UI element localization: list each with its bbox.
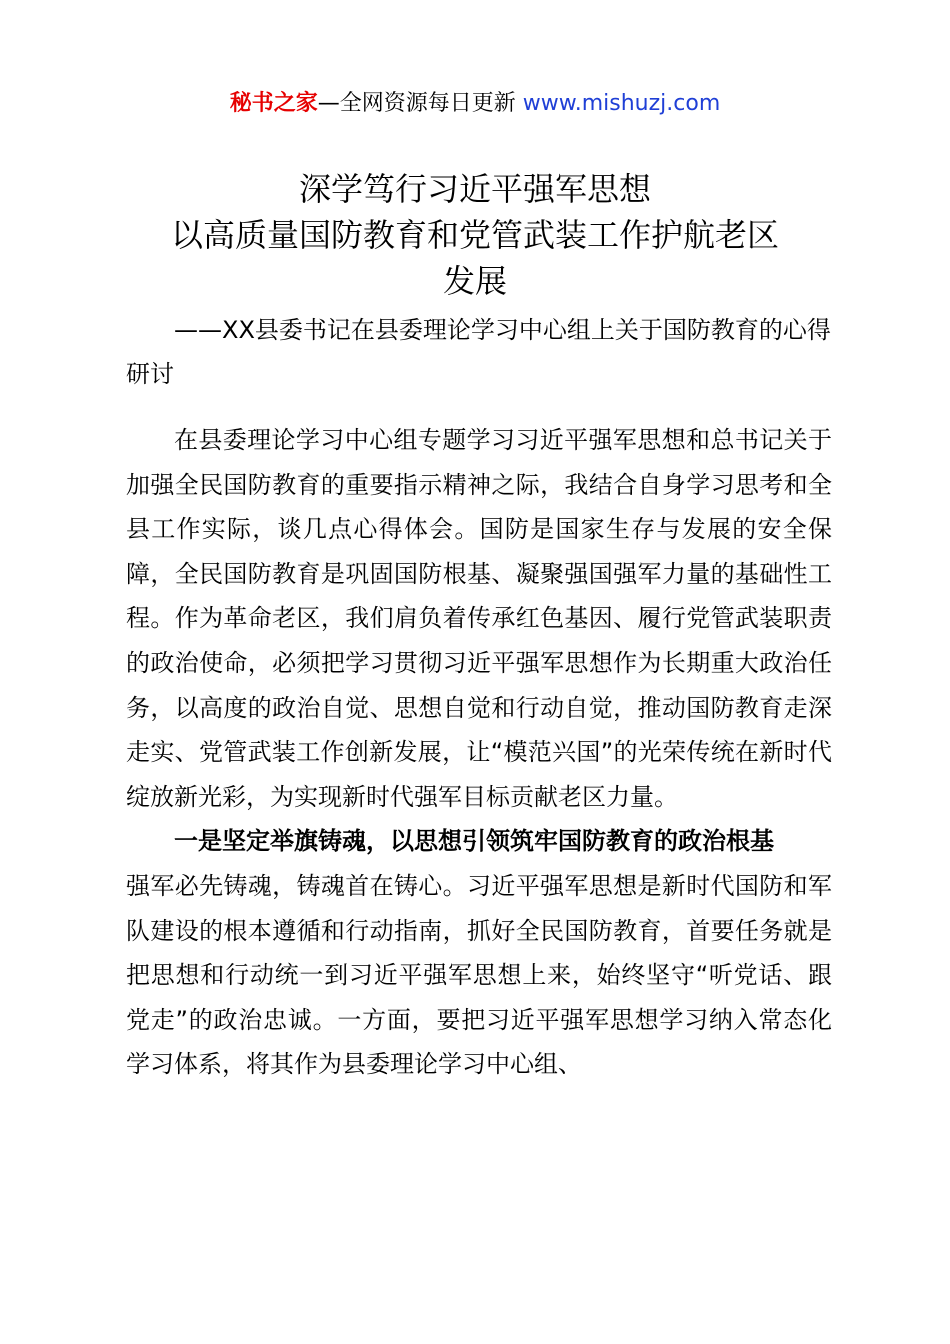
- site-brand: 秘书之家: [229, 91, 318, 116]
- title-line-3: 发展: [442, 262, 507, 300]
- section-paragraph-1: 强军必先铸魂，铸魂首在铸心。习近平强军思想是新时代国防和军队建设的根本遵循和行动指南，抓好全民国防教育，首要任务就是把思想和行动统一到习近平强军思想上来，始终坚守“听党话、跟党走”的政治忠诚。一方面，要把习近平强军思想学习纳入常态化学习体系，将其作为县委理论学习中心组、: [126, 871, 832, 1079]
- site-header: [0, 86, 950, 122]
- document-body: [126, 418, 832, 1087]
- title-line-1: 深学笃行习近平强军思想: [298, 170, 651, 208]
- site-url-link[interactable]: www.mishuzj.com: [522, 91, 721, 116]
- intro-paragraph: 在县委理论学习中心组专题学习习近平强军思想和总书记关于加强全民国防教育的重要指示精神之际，我结合自身学习思考和全县工作实际，谈几点心得体会。国防是国家生存与发展的安全保障，全民国防教育是巩固国防根基、凝聚强国强军力量的基础性工程。作为革命老区，我们肩负着传承红色基因、履行党管武装职责的政治使命，必须把学习贯彻习近平强军思想作为长期重大政治任务，以高度的政治自觉、思想自觉和行动自觉，推动国防教育走深走实、党管武装工作创新发展，让“模范兴国”的光荣传统在新时代绽放新光彩，为实现新时代强军目标贡献老区力量。: [126, 426, 832, 811]
- section-heading-1: 一是坚定举旗铸魂，以思想引领筑牢国防教育的政治根基: [174, 827, 774, 856]
- document-title: [0, 166, 950, 304]
- document-subtitle: ——XX县委书记在县委理论学习中心组上关于国防教育的心得研讨: [126, 316, 831, 388]
- site-slogan: —全网资源每日更新: [317, 91, 516, 116]
- title-line-2: 以高质量国防教育和党管武装工作护航老区: [170, 216, 779, 254]
